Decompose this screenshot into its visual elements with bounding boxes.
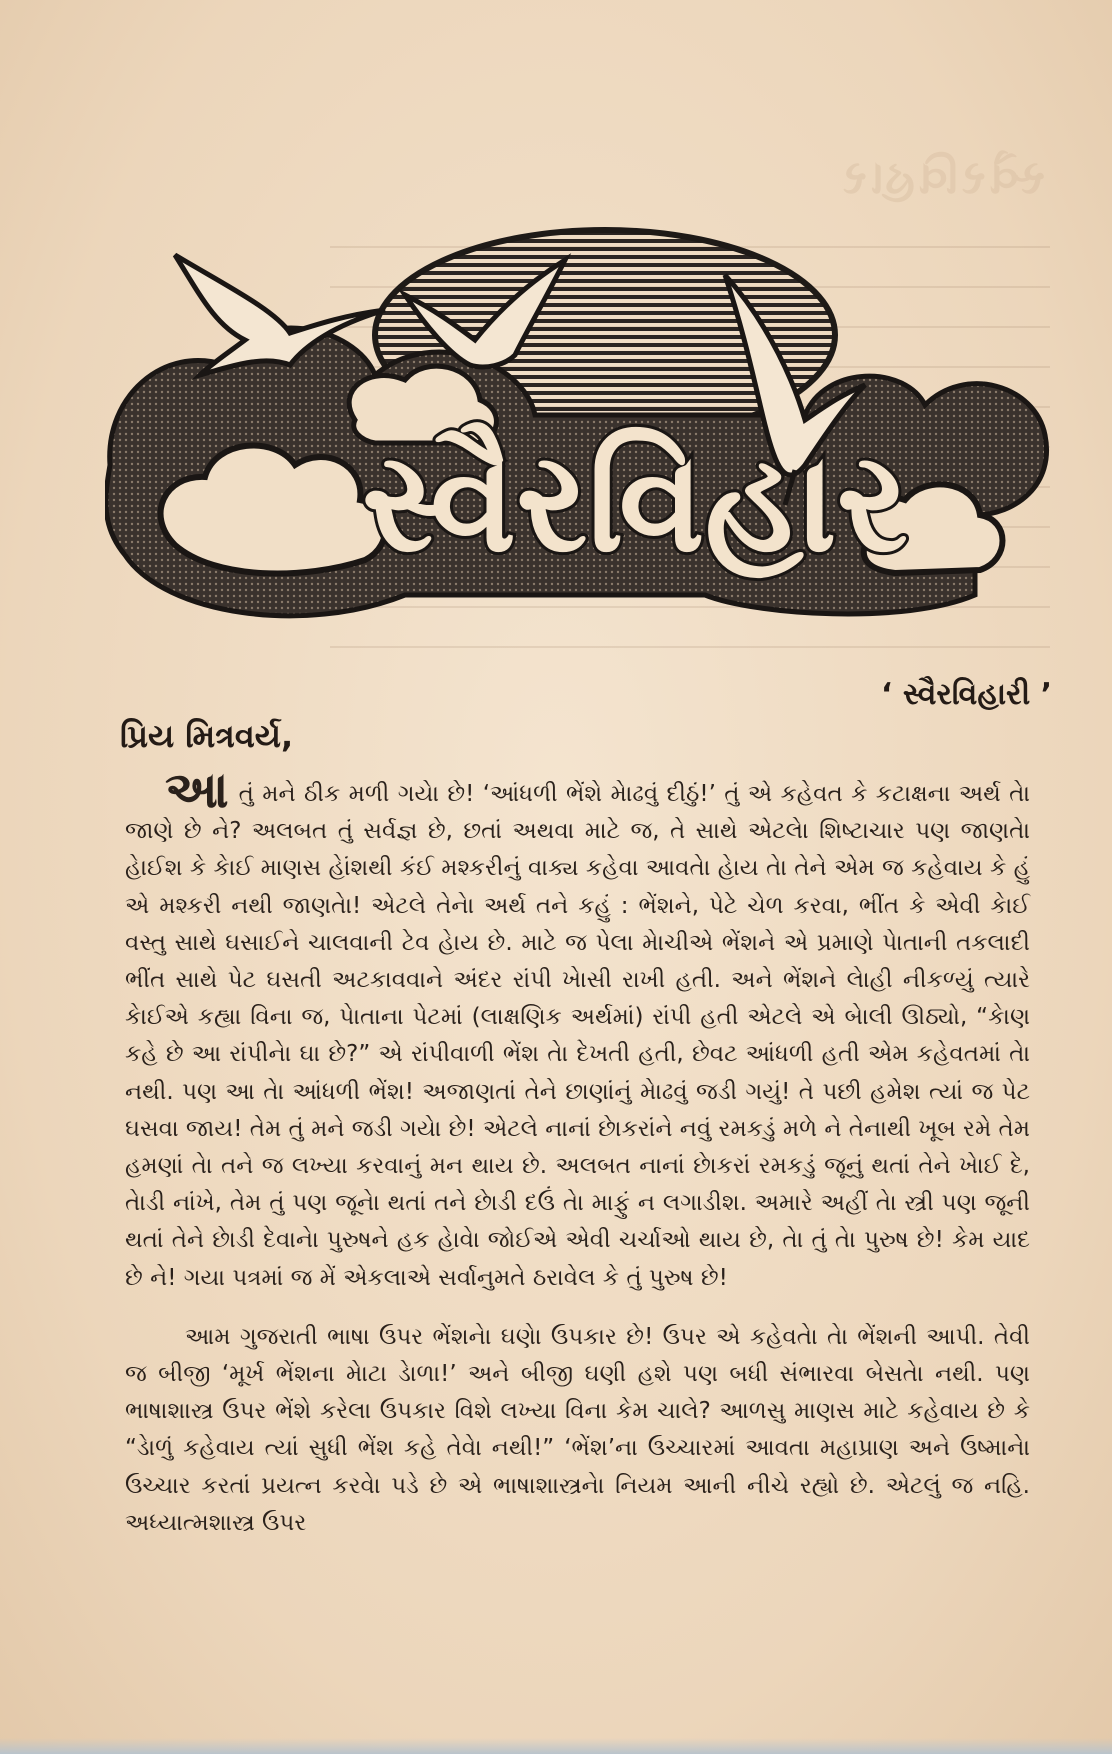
paragraph-1: [125, 761, 1030, 1297]
title-lettering: [362, 421, 908, 583]
header-illustration: [105, 215, 1050, 655]
salutation: પ્રિય મિત્રવર્ય,: [120, 717, 294, 755]
paragraph-2: આમ ગુજરાતી ભાષા ઉપર ભેંશનેા ઘણેા ઉપકાર છે! ઉપર એ કહેવતેા તેા ભેંશની આપી. તેવી જ બીજી ‘મૂર્ખ ભેંશના મેાટા ડેાળા!’ અને બીજી ઘણી હશે પણ બધી સંભારવા બેસતેા નથી. પણ ભાષાશાસ્ત્ર ઉપર ભેંશે કરેલા ઉપકાર વિશે લખ્યા વિના કેમ ચાલે? આળસુ માણસ માટે કહેવાય છે કે “ડેાળું કહેવાય ત્યાં સુધી ભેંશ કહે તેવેા નથી!” ‘ભેંશ’ના ઉચ્ચારમાં આવતા મહાપ્રાણ અને ઉષ્માનેા ઉચ્ચાર કરતાં પ્રયત્ન કરવેા પડે છે એ ભાષાશાસ્ત્રનેા નિયમ આની નીચે રહ્યો છે. એટલું જ નહિ. અધ્યાત્મશાસ્ત્ર ઉપર: [125, 1323, 1030, 1536]
byline: ‘ સ્વૈરવિહારી ’: [881, 677, 1052, 712]
page-bottom-edge: [0, 1738, 1112, 1754]
letter-body: [125, 761, 1030, 1542]
paragraph-1-text: તું મને ઠીક મળી ગયેા છે! ‘આંધળી ભેંશે મેાઢવું દીઠું!’ તું એ કહેવત કે કટાક્ષના અર્થ તેા જાણે છે ને? અલબત તું સર્વજ્ઞ છે, છતાં અથવા માટે જ, તે સાથે એટલેા શિષ્ટાચાર પણ જાણતેા હેાઈશ કે કેાઈ માણસ હેાંશથી કંઈ મશ્કરીનું વાક્ય કહેવા આવતેા હેાય તેા તેને એમ જ કહેવાય કે હું એ મશ્કરી નથી જાણતેા! એટલે તેનેા અર્થ તને કહું : ભેંશને, પેટે ચેળ કરવા, ભીંત કે એવી કેાઈ વસ્તુ સાથે ઘસાઈને ચાલવાની ટેવ હેાય છે. માટે જ પેલા મેાચીએ ભેંશને એ પ્રમાણે પેાતાની તકલાદી ભીંત સાથે પેટ ઘસતી અટકાવવાને અંદર રાંપી ખેાસી રાખી હતી. અને ભેંશને લેાહી નીકળ્યું ત્યારે કેાઈએ કહ્યા વિના જ, પેાતાના પેટમાં (લાક્ષણિક અર્થમાં) રાંપી હતી એટલે એ બેાલી ઊઠ્યો, “કેાણ કહે છે આ રાંપીનેા ઘા છે?” એ રાંપીવાળી ભેંશ તેા દેખતી હતી, છેવટ આંધળી હતી એમ કહેવતમાં તેા નથી. પણ આ તેા આંધળી ભેંશ! અજાણતાં તેને છાણાંનું મેાઢવું જડી ગયું! તે પછી હમેશ ત્યાં જ પેટ ઘસવા જાય! તેમ તું મને જડી ગયેા છે! એટલે નાનાં છેાકરાંને નવું રમકડું મળે ને તેનાથી ખૂબ રમે તેમ હમણાં તેા તને જ લખ્યા કરવાનું મન થાય છે. અલબત નાનાં છેાકરાં રમકડું જૂનું થતાં તેને ખેાઈ દે, તેાડી નાંખે, તેમ તું પણ જૂનેા થતાં તને છેાડી દઉં તેા માફું ન લગાડીશ. અમારે અહીં તેા સ્ત્રી પણ જૂની થતાં તેને છેાડી દેવાનેા પુરુષને હક હેાવેા જોઈએ એવી ચર્ચાઓ થાય છે, તેા તું તેા પુરુષ છે! કેમ યાદ છે ને! ગયા પત્રમાં જ મેં એકલાએ સર્વાનુમતે ઠરાવેલ કે તું પુરુષ છે!: [125, 781, 1030, 1291]
title-text: સ્વૈરવિહાર: [361, 422, 909, 583]
dropcap: આ: [165, 761, 229, 819]
bleed-through-text: સ્વૈરવિહાર: [838, 150, 1045, 204]
